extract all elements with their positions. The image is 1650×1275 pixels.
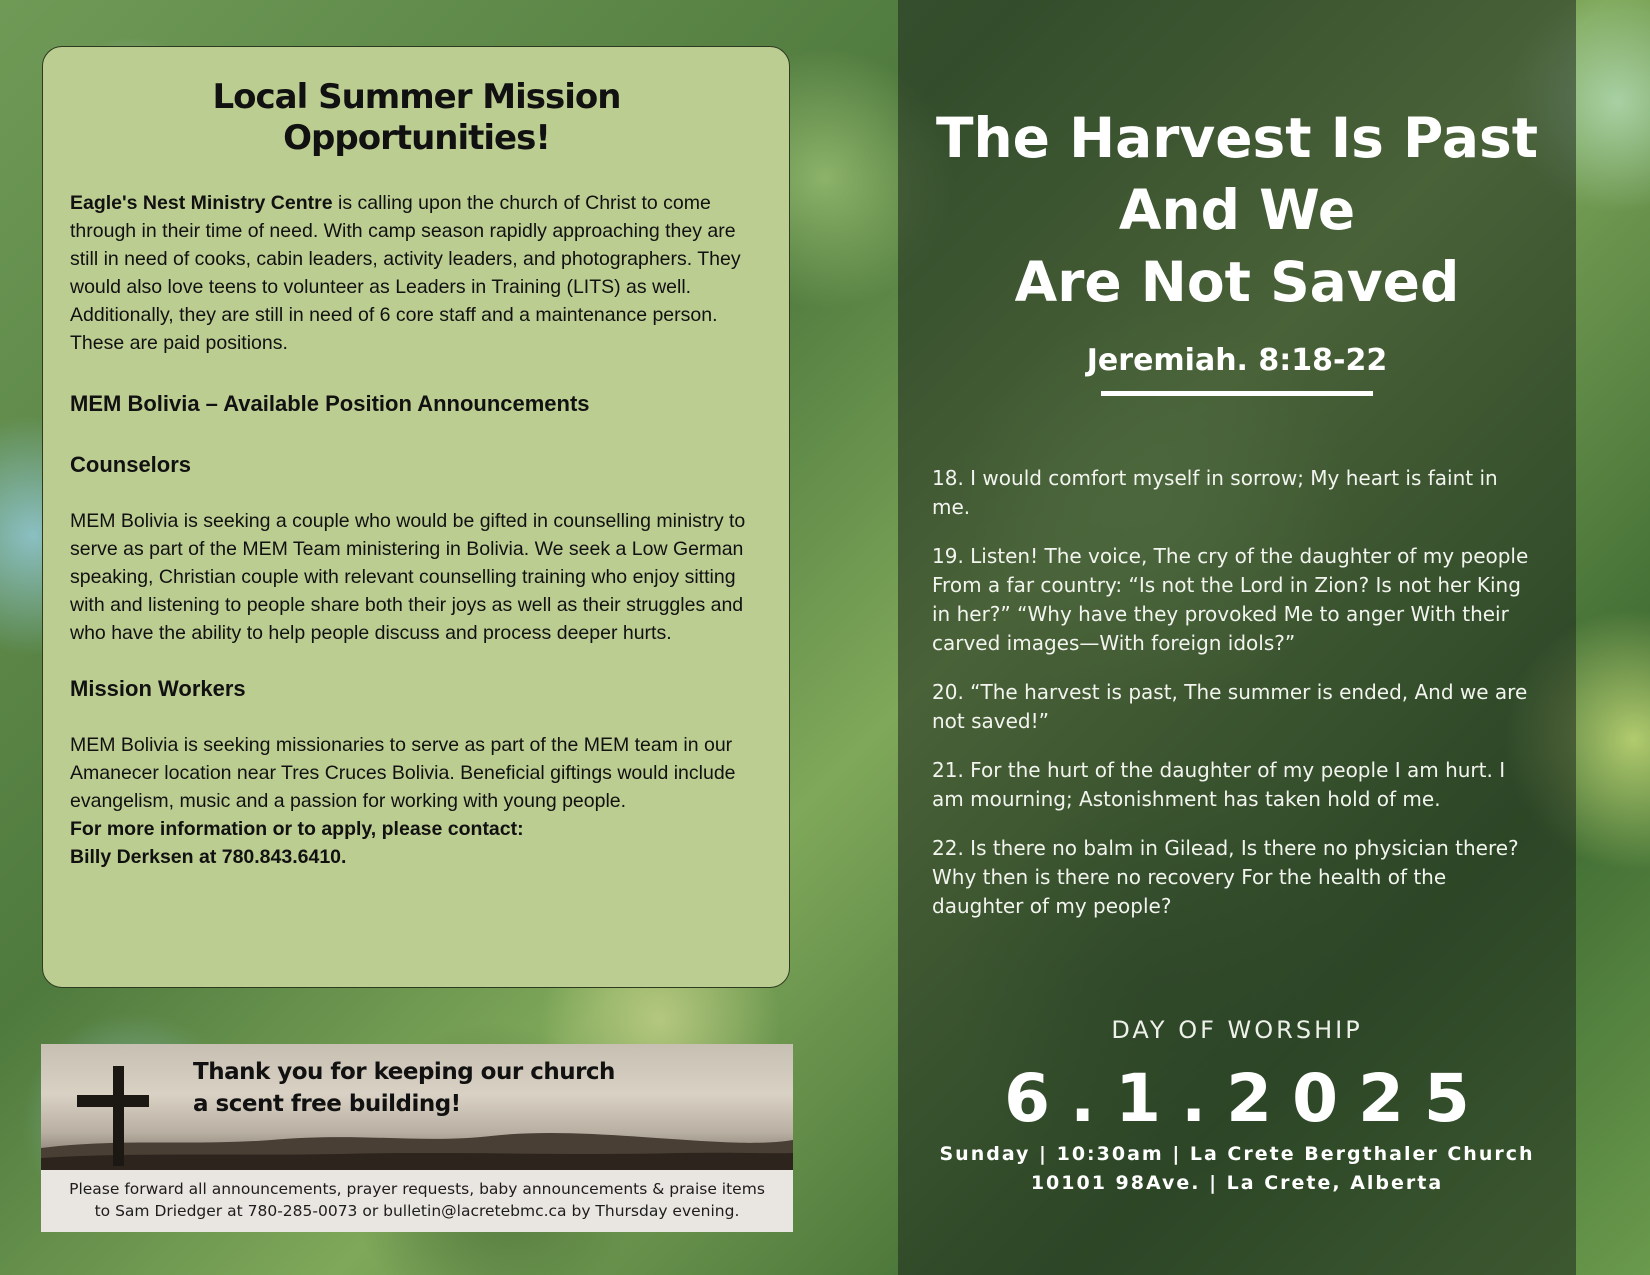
sermon-panel — [898, 0, 1576, 1275]
verse-20: 20. “The harvest is past, The summer is ended, And we are not saved!” — [932, 680, 1528, 733]
card-title-line2: Opportunities! — [283, 118, 550, 158]
verse-22: 22. Is there no balm in Gilead, Is there no physician there? Why then is there no recovery For the health of the daughter of my people? — [932, 836, 1519, 918]
sermon-title-line3: Are Not Saved — [1014, 250, 1460, 314]
worship-date: 6.1.2025 — [1004, 1060, 1490, 1137]
verse-list — [932, 464, 1540, 941]
mem-bolivia-heading: MEM Bolivia – Available Position Announcements — [70, 391, 590, 416]
card-title-line1: Local Summer Mission — [212, 77, 621, 117]
scent-free-banner — [41, 1044, 793, 1170]
scent-free-line2: a scent free building! — [193, 1091, 461, 1117]
mission-opportunities-card — [42, 46, 790, 988]
day-of-worship-label: DAY OF WORSHIP — [1111, 1016, 1363, 1044]
cross-icon-bar — [77, 1095, 149, 1107]
sermon-title — [898, 102, 1576, 318]
contact-info — [70, 815, 763, 871]
eagles-nest-paragraph — [70, 189, 763, 357]
verse-19: 19. Listen! The voice, The cry of the daughter of my people From a far country: “Is not the Lord in Zion? Is not her King in her?” “Why have they provoked Me to anger With their carved images—With foreign idols?” — [932, 544, 1529, 655]
scripture-reference: Jeremiah. 8:18-22 — [1086, 343, 1388, 378]
scripture-underline — [1101, 391, 1373, 396]
sermon-title-line2: And We — [1118, 178, 1356, 242]
submission-notice — [41, 1170, 793, 1232]
card-title — [70, 77, 763, 159]
scent-free-line1: Thank you for keeping our church — [193, 1059, 615, 1085]
eagles-nest-text: is calling upon the church of Christ to come through in their time of need. With camp season rapidly approaching they are still in need of cooks, cabin leaders, activity leaders, and photographers. They would also love teens to volunteer as Leaders in Training (LITS) as well. Additionally, they are still in need of 6 core staff and a maintenance person. These are paid positions. — [70, 192, 741, 354]
counselors-paragraph: MEM Bolivia is seeking a couple who would be gifted in counselling ministry to serve as part of the MEM Team ministering in Bolivia. We seek a Low German speaking, Christian couple with relevant counselling training who enjoy sitting with and listening to people share both their joys as well as their struggles and who have the ability to help people discuss and process deeper hurts. — [70, 510, 746, 644]
worship-address: 10101 98Ave. | La Crete, Alberta — [1030, 1172, 1444, 1194]
worship-time-location: Sunday | 10:30am | La Crete Bergthaler Church — [939, 1143, 1535, 1165]
eagles-nest-name: Eagle's Nest Ministry Centre — [70, 192, 333, 214]
verse-18: 18. I would comfort myself in sorrow; My heart is faint in me. — [932, 466, 1498, 519]
scent-free-message — [193, 1056, 615, 1120]
submission-notice-line2: to Sam Driedger at 780-285-0073 or bulletin@lacretebmc.ca by Thursday evening. — [94, 1202, 740, 1220]
verse-21: 21. For the hurt of the daughter of my people I am hurt. I am mourning; Astonishment has taken hold of me. — [932, 758, 1506, 811]
contact-line1: For more information or to apply, please contact: — [70, 818, 524, 840]
contact-line2: Billy Derksen at 780.843.6410. — [70, 846, 347, 868]
counselors-heading: Counselors — [70, 452, 192, 477]
mission-workers-heading: Mission Workers — [70, 676, 246, 701]
sermon-title-line1: The Harvest Is Past — [935, 106, 1539, 170]
worship-details — [898, 1140, 1576, 1198]
cross-icon — [113, 1066, 124, 1166]
mission-workers-paragraph: MEM Bolivia is seeking missionaries to serve as part of the MEM team in our Amanecer location near Tres Cruces Bolivia. Beneficial giftings would include evangelism, music and a passion for working with young people. — [70, 734, 736, 812]
submission-notice-line1: Please forward all announcements, prayer requests, baby announcements & praise items — [69, 1180, 765, 1198]
hills-silhouette — [41, 1118, 793, 1170]
